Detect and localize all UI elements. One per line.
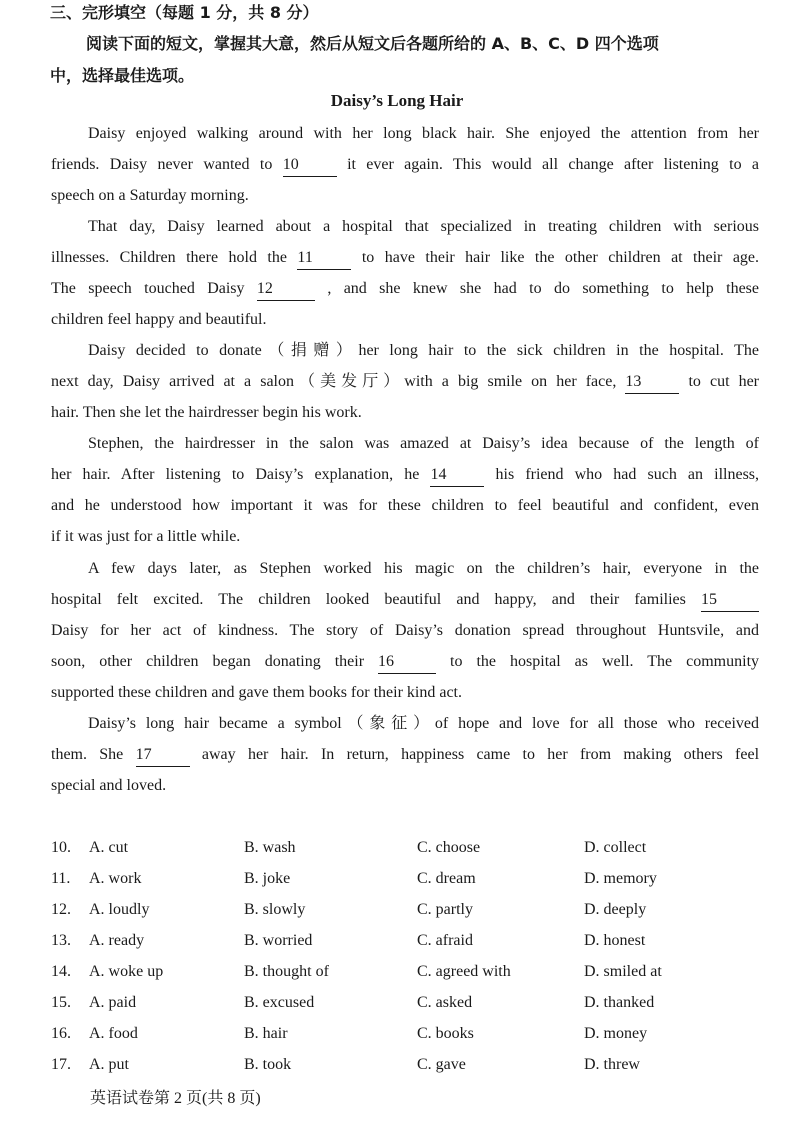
question-row-13 (51, 925, 751, 956)
text-segment: to cut her (688, 373, 760, 390)
passage-line (51, 584, 759, 615)
blank-16: 16 (378, 651, 436, 674)
question-row-11 (51, 863, 751, 894)
passage-line: Daisy for her act of kindness. The story of Daisy’s donation spread throughout Huntsvile, and (51, 622, 759, 639)
option-d[interactable]: D. deeply (584, 901, 647, 918)
passage-line (51, 242, 759, 273)
option-c[interactable]: C. partly (417, 901, 473, 918)
question-number: 11. (51, 870, 71, 887)
passage-title: Daisy’s Long Hair (330, 91, 464, 110)
option-c[interactable]: C. asked (417, 994, 473, 1011)
question-row-12 (51, 894, 751, 925)
blank-10: 10 (283, 154, 337, 177)
question-number: 16. (51, 1025, 71, 1042)
option-d[interactable]: D. smiled at (584, 963, 662, 980)
blank-13: 13 (625, 371, 679, 394)
passage-line: That day, Daisy learned about a hospital that specialized in treating children with serious (88, 218, 759, 235)
text-segment: away her hair. In return, happiness came to her from making others feel (201, 746, 760, 763)
passage-line (51, 459, 759, 490)
passage-line: special and loved. (51, 777, 167, 794)
option-d[interactable]: D. thanked (584, 994, 655, 1011)
option-c[interactable]: C. books (417, 1025, 474, 1042)
passage-line: Daisy decided to donate（捐赠）her long hair to the sick children in the hospital. The (88, 342, 759, 359)
passage-line (51, 273, 759, 304)
option-a[interactable]: A. food (89, 1025, 138, 1042)
text-segment: next day, Daisy arrived at a salon（美发厅）with a big smile on her face, (51, 373, 617, 390)
option-b[interactable]: B. slowly (244, 901, 306, 918)
option-a[interactable]: A. ready (89, 932, 145, 949)
text-segment: his friend who had such an illness, (495, 466, 760, 483)
passage-line (51, 366, 759, 397)
option-a[interactable]: A. work (89, 870, 142, 887)
passage-line: hair. Then she let the hairdresser begin his work. (51, 404, 362, 421)
question-row-16 (51, 1018, 751, 1049)
question-number: 14. (51, 963, 71, 980)
option-a[interactable]: A. put (89, 1056, 129, 1073)
option-c[interactable]: C. dream (417, 870, 476, 887)
text-segment: hospital felt excited. The children looked beautiful and happy, and their families (51, 591, 686, 608)
passage-line: Stephen, the hairdresser in the salon was amazed at Daisy’s idea because of the length of (88, 435, 759, 452)
option-b[interactable]: B. hair (244, 1025, 288, 1042)
instruction-line-1: 阅读下面的短文，掌握其大意，然后从短文后各题所给的 A、B、C、D 四个选项 (86, 34, 659, 53)
option-d[interactable]: D. honest (584, 932, 646, 949)
option-a[interactable]: A. cut (89, 839, 129, 856)
passage-line: if it was just for a little while. (51, 528, 241, 545)
passage-line: Daisy enjoyed walking around with her long black hair. She enjoyed the attention from her (88, 125, 759, 142)
option-c[interactable]: C. gave (417, 1056, 466, 1073)
question-number: 13. (51, 932, 71, 949)
passage-line: A few days later, as Stephen worked his magic on the children’s hair, everyone in the (88, 560, 759, 577)
text-segment: , and she knew she had to do something to help these (327, 280, 760, 297)
page-footer: 英语试卷第 2 页(共 8 页) (90, 1090, 261, 1107)
text-segment: soon, other children began donating their (51, 653, 365, 670)
blank-14: 14 (430, 464, 484, 487)
option-b[interactable]: B. joke (244, 870, 291, 887)
passage-line: children feel happy and beautiful. (51, 311, 267, 328)
option-d[interactable]: D. memory (584, 870, 657, 887)
question-number: 12. (51, 901, 71, 918)
option-d[interactable]: D. threw (584, 1056, 640, 1073)
text-segment: them. She (51, 746, 124, 763)
text-segment: illnesses. Children there hold the (51, 249, 287, 266)
question-row-10 (51, 832, 751, 863)
option-b[interactable]: B. took (244, 1056, 292, 1073)
passage-line: speech on a Saturday morning. (51, 187, 249, 204)
question-number: 17. (51, 1056, 71, 1073)
option-d[interactable]: D. collect (584, 839, 647, 856)
option-b[interactable]: B. wash (244, 839, 296, 856)
passage-line: supported these children and gave them books for their kind act. (51, 684, 462, 701)
blank-15: 15 (701, 589, 759, 612)
passage-line (51, 149, 759, 180)
passage-line: Daisy’s long hair became a symbol（象征）of hope and love for all those who received (88, 715, 759, 732)
question-row-14 (51, 956, 751, 987)
option-d[interactable]: D. money (584, 1025, 648, 1042)
blank-11: 11 (297, 247, 351, 270)
blank-12: 12 (257, 278, 315, 301)
passage-line (51, 646, 759, 677)
blank-17: 17 (136, 744, 190, 767)
instruction-line-2: 中，选择最佳选项。 (50, 66, 195, 85)
question-number: 15. (51, 994, 71, 1011)
option-b[interactable]: B. thought of (244, 963, 329, 980)
option-c[interactable]: C. afraid (417, 932, 473, 949)
option-a[interactable]: A. woke up (89, 963, 164, 980)
option-c[interactable]: C. choose (417, 839, 481, 856)
option-b[interactable]: B. worried (244, 932, 313, 949)
question-number: 10. (51, 839, 71, 856)
option-a[interactable]: A. loudly (89, 901, 150, 918)
question-row-17 (51, 1049, 751, 1080)
passage-line (51, 739, 759, 770)
text-segment: to the hospital as well. The community (450, 653, 760, 670)
text-segment: to have their hair like the other children at their age. (361, 249, 760, 266)
option-b[interactable]: B. excused (244, 994, 315, 1011)
text-segment: friends. Daisy never wanted to (51, 156, 273, 173)
question-row-15 (51, 987, 751, 1018)
text-segment: her hair. After listening to Daisy’s explanation, he (51, 466, 420, 483)
passage-line: and he understood how important it was for these children to feel beautiful and confident, even (51, 497, 759, 514)
section-title: 三、完形填空（每题 1 分，共 8 分） (50, 3, 319, 22)
text-segment: it ever again. This would all change after listening to a (347, 156, 760, 173)
option-a[interactable]: A. paid (89, 994, 137, 1011)
text-segment: The speech touched Daisy (51, 280, 245, 297)
option-c[interactable]: C. agreed with (417, 963, 511, 980)
